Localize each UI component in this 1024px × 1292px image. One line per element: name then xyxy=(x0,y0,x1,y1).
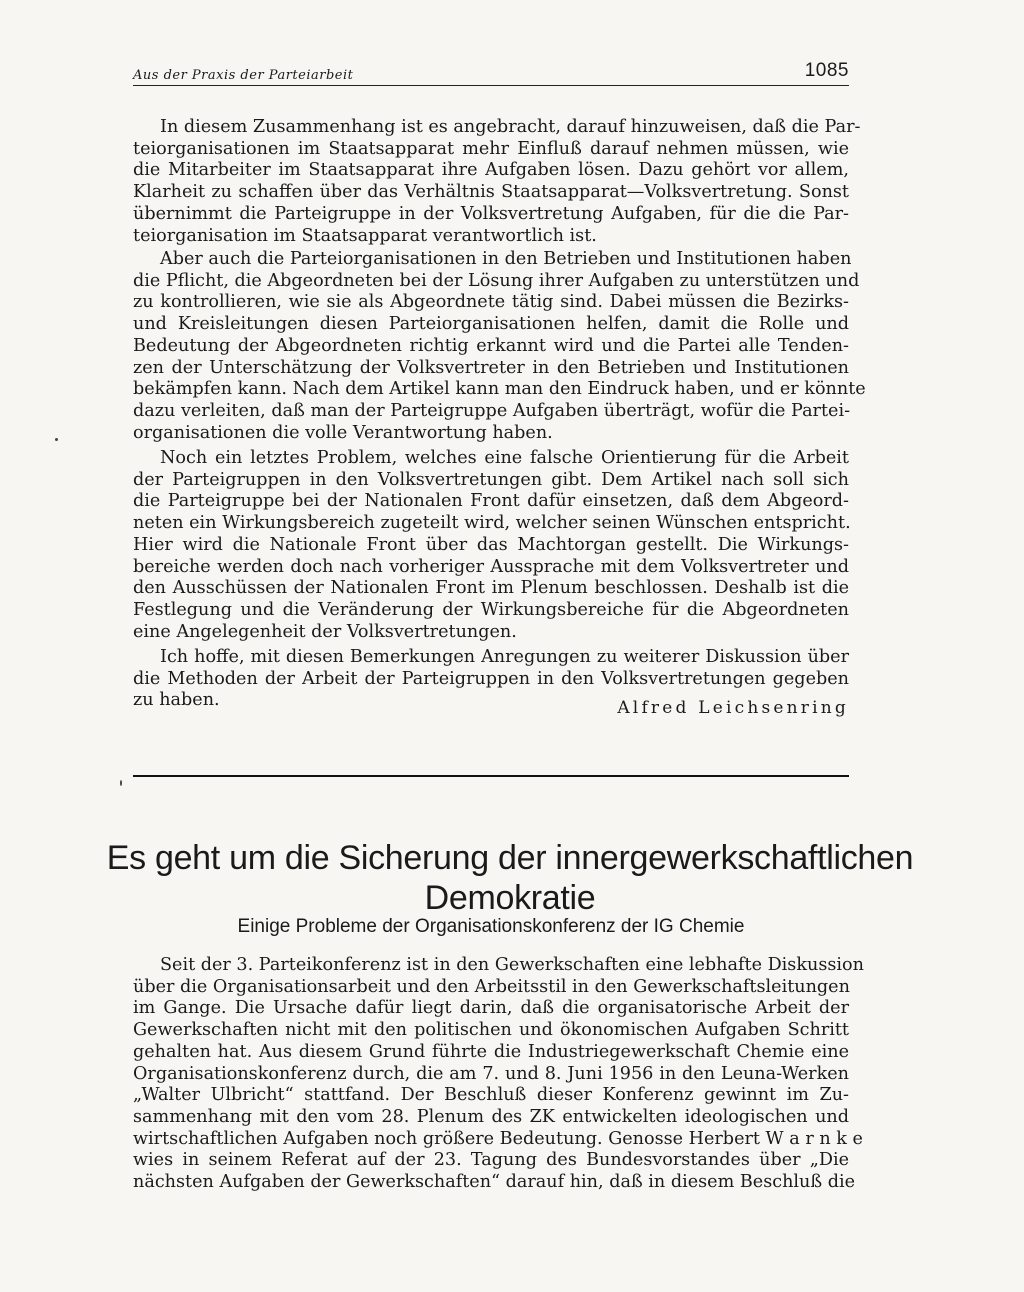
page-number: 1085 xyxy=(804,60,849,81)
headline-line-2: Demokratie xyxy=(424,879,596,917)
running-head: Aus der Praxis der Parteiarbeit xyxy=(133,68,354,83)
text-line: teiorganisationen im Staatsapparat mehr Einfluß darauf nehmen müssen, wie xyxy=(133,138,849,159)
headline-line-1: Es geht um die Sicherung der innergewerkschaftlichen xyxy=(106,839,914,877)
text-line: Organisationskonferenz durch, die am 7. und 8. Juni 1956 in den Leuna-Werken xyxy=(133,1063,849,1084)
text-line: Ich hoffe, mit diesen Bemerkungen Anregungen zu weiterer Diskussion über xyxy=(160,647,849,667)
article-subheadline: Einige Probleme der Organisationskonferenz der IG Chemie xyxy=(237,916,745,937)
article2-paragraph xyxy=(133,955,864,1194)
text-line: und Kreisleitungen diesen Parteiorganisationen helfen, damit die Rolle und xyxy=(133,314,849,335)
text-line: übernimmt die Parteigruppe in der Volksvertretung Aufgaben, für die die Par- xyxy=(133,203,849,224)
text-line: Bedeutung der Abgeordneten richtig erkannt wird und die Partei alle Tenden- xyxy=(133,335,849,356)
text-line: sammenhang mit den vom 28. Plenum des ZK entwickelten ideologischen und xyxy=(133,1106,849,1127)
scan-speck xyxy=(55,438,58,441)
text-line: den Ausschüssen der Nationalen Front im Plenum beschlossen. Deshalb ist die xyxy=(133,578,849,599)
text-line: organisationen die volle Verantwortung haben. xyxy=(133,422,553,443)
header-rule xyxy=(133,85,849,86)
text-line: „Walter Ulbricht“ stattfand. Der Beschluß dieser Konferenz gewinnt im Zu- xyxy=(133,1085,849,1106)
text-line: neten ein Wirkungsbereich zugeteilt wird, welcher seinen Wünschen entspricht. xyxy=(133,513,851,534)
text-line: wirtschaftlichen Aufgaben noch größere Bedeutung. Genosse Herbert W a r n k e xyxy=(133,1128,863,1149)
paragraph-1 xyxy=(133,117,861,247)
text-line: Festlegung und die Veränderung der Wirkungsbereiche für die Abgeordneten xyxy=(133,599,849,620)
author-signature: Alfred Leichsenring xyxy=(617,698,849,718)
text-line: zu haben. xyxy=(133,690,220,711)
text-line: nächsten Aufgaben der Gewerkschaften“ darauf hin, daß in diesem Beschluß die xyxy=(133,1172,856,1193)
text-line: Aber auch die Parteiorganisationen in den Betrieben und Institutionen haben xyxy=(160,249,852,269)
text-line: Noch ein letztes Problem, welches eine falsche Orientierung für die Arbeit xyxy=(160,448,849,468)
text-line: Hier wird die Nationale Front über das Machtorgan gestellt. Die Wirkungs- xyxy=(133,534,849,555)
text-line: eine Angelegenheit der Volksvertretungen. xyxy=(133,621,517,642)
text-line: die Mitarbeiter im Staatsapparat ihre Aufgaben lösen. Dazu gehört vor allem, xyxy=(133,160,849,181)
paragraph-2 xyxy=(133,249,866,444)
text-line: gehalten hat. Aus diesem Grund führte die Industriegewerkschaft Chemie eine xyxy=(133,1041,849,1062)
text-line: bereiche werden doch nach vorheriger Aussprache mit dem Volksvertreter und xyxy=(133,556,849,577)
text-line: die Pflicht, die Abgeordneten bei der Lösung ihrer Aufgaben zu unterstützen und xyxy=(133,270,860,291)
text-line: die Parteigruppe bei der Nationalen Front dafür einsetzen, daß dem Abgeord- xyxy=(133,491,849,512)
text-line: Gewerkschaften nicht mit den politischen und ökonomischen Aufgaben Schritt xyxy=(133,1020,849,1041)
text-line: zen der Unterschätzung der Volksvertreter in den Betrieben und Institutionen xyxy=(133,357,849,378)
text-line: dazu verleiten, daß man der Parteigruppe Aufgaben überträgt, wofür die Partei- xyxy=(133,400,851,421)
article-headline xyxy=(100,838,920,918)
text-line: In diesem Zusammenhang ist es angebracht, darauf hinzuweisen, daß die Par- xyxy=(160,117,861,137)
text-line: über die Organisationsarbeit und den Arbeitsstil in den Gewerkschaftsleitungen xyxy=(133,976,850,997)
text-line: im Gange. Die Ursache dafür liegt darin, daß die organisatorische Arbeit der xyxy=(133,998,849,1019)
text-line: Seit der 3. Parteikonferenz ist in den Gewerkschaften eine lebhafte Diskussion xyxy=(160,955,864,975)
text-line: der Parteigruppen in den Volksvertretungen gibt. Dem Artikel nach soll sich xyxy=(133,469,849,490)
scan-speck xyxy=(120,780,122,786)
paragraph-3 xyxy=(133,448,849,643)
text-line: bekämpfen kann. Nach dem Artikel kann man den Eindruck haben, und er könnte xyxy=(133,379,866,400)
text-line: zu kontrollieren, wie sie als Abgeordnete tätig sind. Dabei müssen die Bezirks- xyxy=(133,292,849,313)
text-line: Klarheit zu schaffen über das Verhältnis Staatsapparat—Volksvertretung. Sonst xyxy=(133,182,849,203)
section-divider xyxy=(133,775,849,777)
text-line: die Methoden der Arbeit der Parteigruppen in den Volksvertretungen gegeben xyxy=(133,668,849,689)
text-line: teiorganisation im Staatsapparat verantwortlich ist. xyxy=(133,225,597,246)
text-line: wies in seinem Referat auf der 23. Tagung des Bundesvorstandes über „Die xyxy=(133,1150,849,1171)
